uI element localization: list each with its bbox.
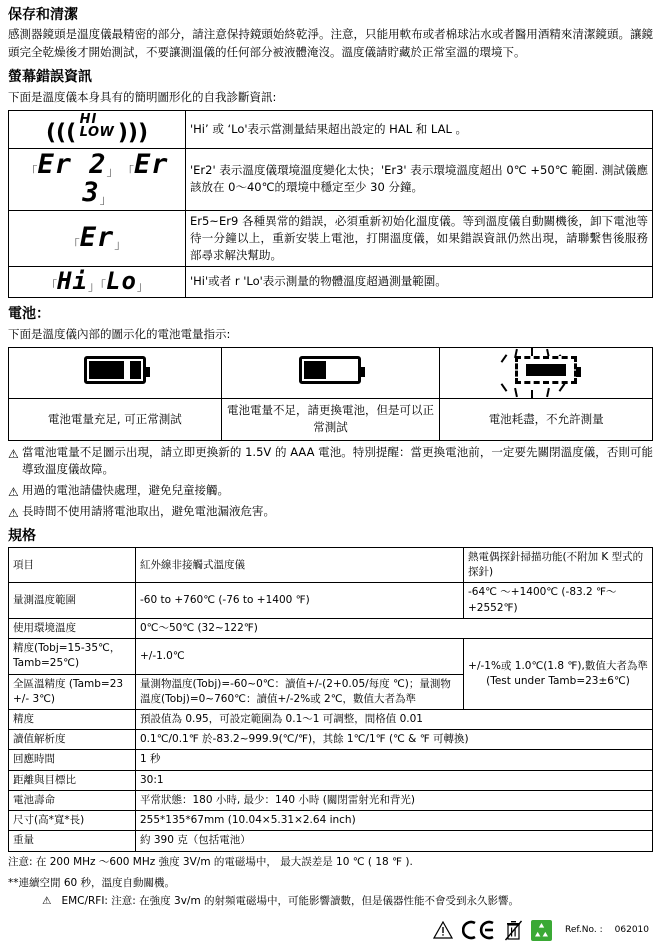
ref-label: Ref.No. : (565, 925, 603, 936)
spec-value: +/-1.0℃ (136, 639, 464, 674)
error-code-table (8, 110, 653, 297)
warning-triangle-icon: ⚠ (8, 506, 19, 521)
quote-icon: 「 (122, 164, 135, 179)
quote-icon: 」 (106, 164, 119, 179)
battery-full-label: 電池電量充足, 可正常測試 (9, 399, 222, 441)
recycle-icon (531, 920, 552, 941)
quote-icon: 「 (45, 279, 58, 294)
battery-full-icon (84, 356, 146, 384)
table-row (9, 790, 653, 810)
table-row (9, 111, 653, 149)
spec-label: 尺寸(高*寬*長) (9, 811, 136, 831)
battery-low-label: 電池電量不足，請更換電池，但是可以正常測試 (221, 399, 440, 441)
error-desc: 'Er2' 表示溫度儀環境溫度變化太快；'Er3' 表示環境溫度超出 0℃ +50℃ 範圍. 測試儀應該放在 0～40℃的環境中穩定至少 30 分鐘。 (186, 148, 653, 210)
quote-icon: 」 (114, 237, 127, 252)
spec-label: 電池壽命 (9, 790, 136, 810)
section-title-battery: 電池： (8, 305, 50, 322)
spec-label: 讀值解析度 (9, 730, 136, 750)
quote-icon: 」 (87, 279, 100, 294)
spec-label: 精度 (9, 710, 136, 730)
section-title-spec: 規格 (8, 527, 36, 544)
spec-label: 量測溫度範圍 (9, 583, 136, 618)
table-row (9, 348, 653, 399)
battery-empty-icon (501, 356, 591, 389)
error-desc: Er5~Er9 各種異常的錯誤，必須重新初始化溫度儀。等到溫度儀自動關機後，卸下電池等待一分鐘以上，重新安裝上電池，打開溫度儀，如果錯誤資訊仍然出現，請聯繫售後服務部尋求解決幫助。 (186, 210, 653, 267)
battery-warning-2 (8, 482, 653, 500)
quote-icon: 」 (136, 279, 149, 294)
ref-number (565, 925, 649, 935)
spec-label: 精度(Tobj=15-35℃，Tamb=25℃) (9, 639, 136, 674)
spec-value: 0.1℃/0.1℉ 於-83.2~999.9(℃/℉)，其餘 1℃/1℉ (℃ & ℉ 可轉換) (136, 730, 653, 750)
battery-indicator-table (8, 347, 653, 441)
spec-value-alt: -64℃ ～+1400℃ (-83.2 ℉～+2552℉) (464, 583, 653, 618)
warning-triangle-icon (433, 921, 453, 939)
battery-warning-3 (8, 503, 653, 521)
battery-warning-1-text: 當電池電量不足圖示出現，請立即更換新的 1.5V 的 AAA 電池。特別提醒：當更換電池前，一定要先關閉溫度儀，否則可能導致溫度儀故障。 (22, 444, 653, 477)
weee-bin-icon (505, 920, 522, 941)
section-title-maintenance: 保存和清潔 (8, 7, 78, 23)
table-row (9, 210, 653, 267)
spec-value: 0℃～50℃ (32~122℉) (136, 618, 653, 638)
table-row (9, 811, 653, 831)
battery-low-icon (299, 356, 361, 384)
table-row (9, 148, 653, 210)
spec-label: 使用環境溫度 (9, 618, 136, 638)
spec-value: -60 to +760℃ (-76 to +1400 ℉) (136, 583, 464, 618)
lcd-bracket-right-icon: ))) (117, 120, 149, 146)
spec-value-alt: +/-1%或 1.0℃(1.8 ℉),數值大者為準 (Test under Tamb=23±6℃) (464, 639, 653, 710)
battery-empty-cell (440, 348, 653, 399)
table-row (9, 618, 653, 638)
lcd-hi-text: Hi (57, 267, 88, 296)
table-header-row (9, 548, 653, 583)
error-glyph-er (9, 210, 186, 267)
error-desc: 'Hi'或者 r 'Lo'表示測量的物體溫度超過測量範圍。 (186, 267, 653, 297)
table-row (9, 710, 653, 730)
footer-marks (8, 920, 653, 941)
table-row (9, 831, 653, 851)
error-glyph-hi-lo (9, 267, 186, 297)
lcd-er3-text: Er 3 (82, 148, 169, 209)
battery-full-cell (9, 348, 222, 399)
spec-table (8, 547, 653, 852)
spec-label: 全區溫精度 (Tamb=23 +/- 3℃) (9, 674, 136, 709)
lcd-low-label: LOW (79, 125, 115, 141)
battery-intro: 下面是溫度儀內部的圖示化的電池電量指示: (8, 326, 231, 341)
lcd-er-text: Er (79, 222, 115, 254)
battery-empty-label: 電池耗盡，不允許測量 (440, 399, 653, 441)
lcd-bracket-left-icon: ((( (45, 120, 77, 146)
spec-note-autopoweroff: **連續空閒 60 秒，溫度自動關機。 (8, 877, 176, 890)
spec-value: 30:1 (136, 770, 653, 790)
spec-note-emcrfi (42, 893, 653, 910)
quote-icon: 」 (99, 192, 112, 207)
spec-emc-note: 注意: 在 200 MHz ～600 MHz 強度 3V/m 的電磁場中， 最大誤差是 10 ℃ ( 18 ℉ ). (8, 855, 413, 868)
battery-warning-2-text: 用過的電池請儘快處理，避免兒童接觸。 (22, 483, 229, 498)
errors-intro: 下面是溫度儀本身具有的簡明圖形化的自我診斷資訊: (8, 90, 277, 104)
spec-header-ir: 紅外線非接觸式溫度儀 (136, 548, 464, 583)
section-title-errors: 螢幕錯誤資訊 (8, 68, 92, 85)
quote-icon: 「 (25, 164, 38, 179)
lcd-er2-text: Er 2 (37, 148, 107, 180)
table-row (9, 730, 653, 750)
spec-value: 255*135*67mm (10.04×5.31×2.64 inch) (136, 811, 653, 831)
battery-warning-1 (8, 444, 653, 480)
maintenance-body: 感測器鏡頭是溫度儀最精密的部分，請注意保持鏡頭始終乾淨。注意，只能用軟布或者棉球沾水或者醫用酒精來清潔鏡頭。讓鏡頭完全乾燥後才開始測試，不要讓測溫儀的任何部分被液體淹沒。溫度儀請貯藏於正常室溫的環境下。 (8, 27, 653, 59)
spec-value: 平常狀態：180 小時, 最少：140 小時 (關閉雷射光和背光) (136, 790, 653, 810)
lcd-hi-label: HI (79, 112, 98, 128)
table-row (9, 399, 653, 441)
table-row (9, 583, 653, 618)
spec-value: 預設值為 0.95，可設定範圍為 0.1～1 可調整，間格值 0.01 (136, 710, 653, 730)
spec-label: 回應時間 (9, 750, 136, 770)
spec-value: 約 390 克（包括電池） (136, 831, 653, 851)
error-glyph-hi-low (9, 111, 186, 149)
table-row (9, 750, 653, 770)
spec-value: 1 秒 (136, 750, 653, 770)
ce-mark-icon (462, 920, 496, 940)
battery-warning-3-text: 長時間不使用請將電池取出，避免電池漏液危害。 (22, 504, 275, 519)
lcd-lo-text: Lo (106, 267, 137, 296)
error-glyph-er2-er3 (9, 148, 186, 210)
spec-note-emcrfi-text: EMC/RFI: 注意: 在強度 3v/m 的射頻電磁場中，可能影響讀數，但是儀器性能不會受到永久影響。 (61, 895, 520, 908)
quote-icon: 「 (100, 279, 107, 294)
spec-header-probe: 熱電偶探針掃描功能(不附加 K 型式的探針) (464, 548, 653, 583)
spec-label: 距離與目標比 (9, 770, 136, 790)
spec-value: 量測物溫度(Tobj)=-60~0℃：讀值+/-(2+0.05/每度 ℃)；量測物溫度(Tobj)=0~760℃：讀值+/-2%或 2℃，數值大者為準 (136, 674, 464, 709)
warning-triangle-icon: ⚠ (42, 895, 52, 908)
warning-triangle-icon: ⚠ (8, 446, 19, 461)
quote-icon: 「 (67, 237, 80, 252)
lcd-hi-low-text (80, 113, 115, 139)
table-row (9, 267, 653, 297)
error-desc: 'Hi’ 或 ‘Lo'表示當測量結果超出設定的 HAL 和 LAL 。 (186, 111, 653, 149)
spec-label: 重量 (9, 831, 136, 851)
table-row (9, 639, 653, 674)
spec-header-item: 項目 (9, 548, 136, 583)
ref-value: 062010 (614, 925, 649, 936)
table-row (9, 770, 653, 790)
battery-low-cell (221, 348, 440, 399)
warning-triangle-icon: ⚠ (8, 485, 19, 500)
